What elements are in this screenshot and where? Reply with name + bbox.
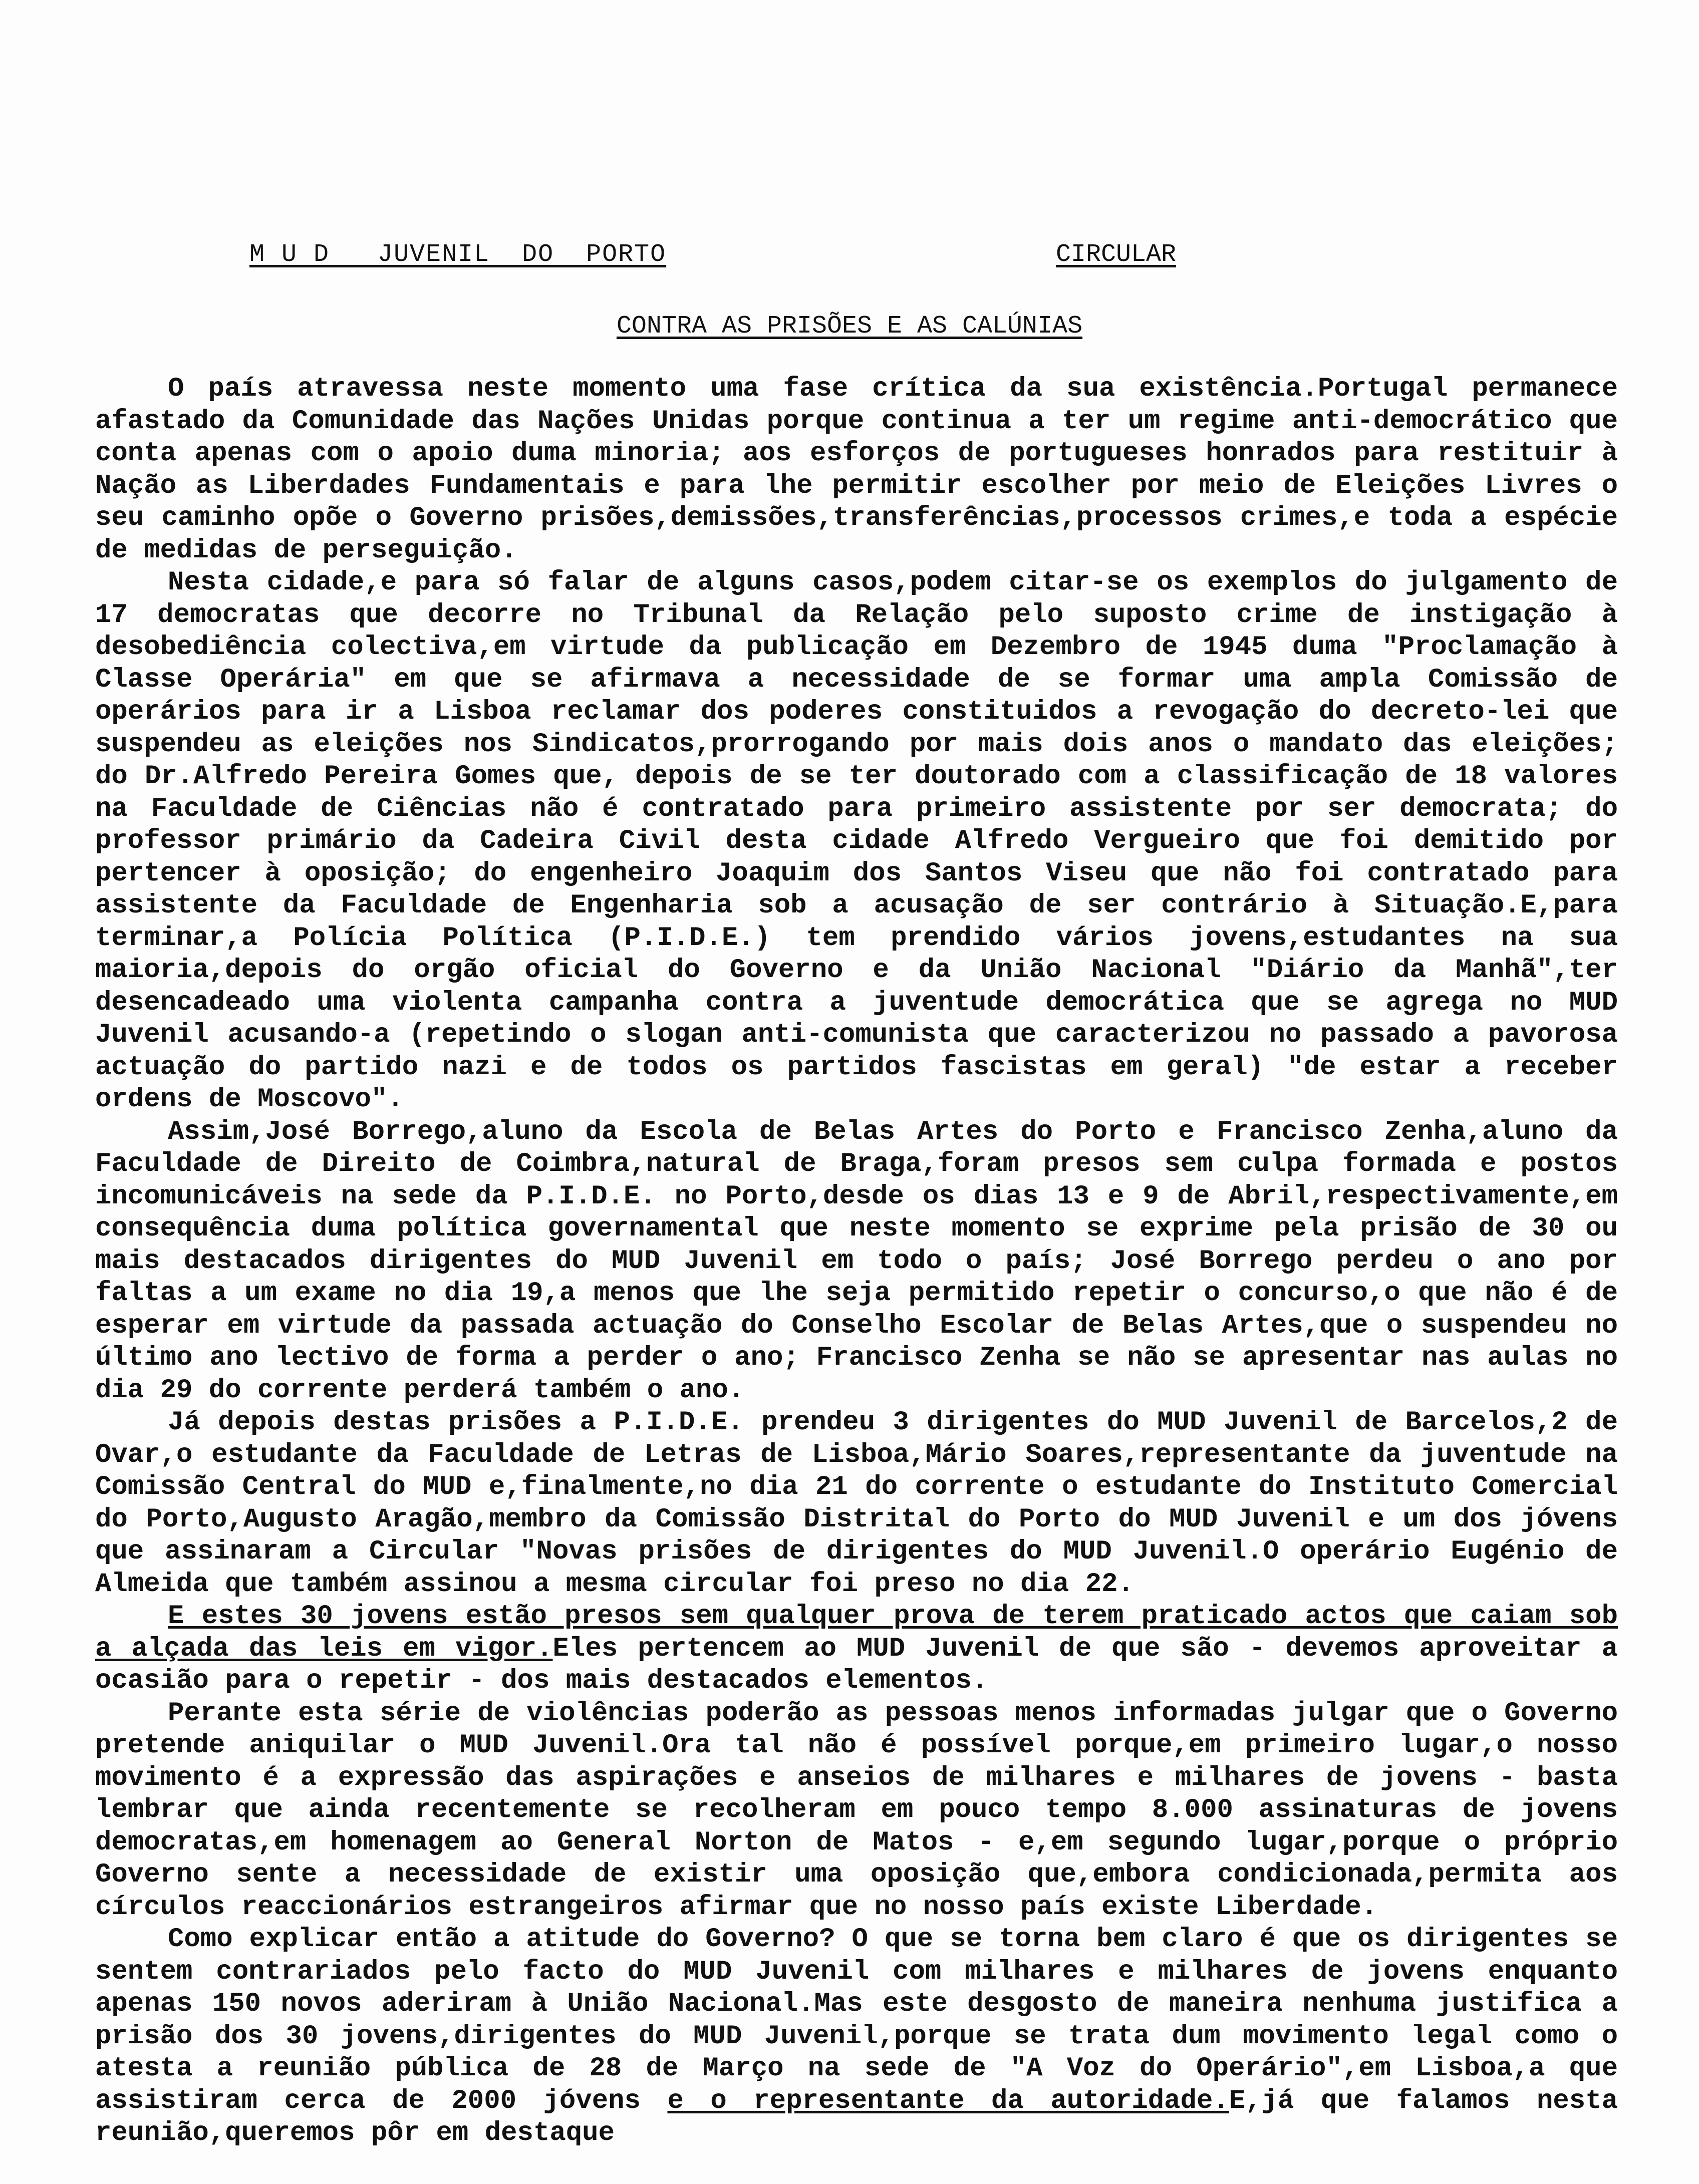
last-paragraph-start: Como explicar então a atitude do Governo? O que se torna bem claro é que os dirigentes se sentem contrariados pelo facto do MUD Juvenil com milhares e milhares de jovens enquanto apenas 150 novos aderiram à União Nacional.Mas este desgosto de maneira nenhuma justifica a prisão dos 30 jovens,dirigentes do MUD Juvenil,porque se trata dum movimento legal como o atesta a reunião pública de 28 de Março na sede de "A Voz do Operário",em Lisboa,a que assistiram cerca de 2000 jóvens — [95, 1924, 1618, 2116]
document-header — [249, 240, 1176, 280]
document-body — [95, 373, 1618, 2150]
paragraph-last — [95, 1924, 1618, 2150]
last-underlined-passage: e o representante da autoridade. — [667, 2085, 1229, 2116]
paragraph: Perante esta série de violências poderão as pessoas menos informadas julgar que o Governo pretende aniquilar o MUD Juvenil.Ora tal não é possível porque,em primeiro lugar,o nosso movimento é a expressão das aspirações e anseios de milhares e milhares de jovens - basta lembrar que ainda recentemente se recolheram em pouco tempo 8.000 assinaturas de jovens democratas,em homenagem ao General Norton de Matos - e,em segundo lugar,porque o próprio Governo sente a necessidade de existir uma oposição que,embora condicionada,permita aos círculos reaccionários estrangeiros afirmar que no nosso país existe Liberdade. — [95, 1698, 1618, 1923]
paragraph-underlined — [95, 1601, 1618, 1698]
paragraph: Assim,José Borrego,aluno da Escola de Belas Artes do Porto e Francisco Zenha,aluno da Faculdade de Direito de Coimbra,natural de Braga,foram presos sem culpa formada e postos incomunicáveis na sede da P.I.D.E. no Porto,desde os dias 13 e 9 de Abril,respectivamente,em consequência duma política governamental que neste momento se exprime pela prisão de 30 ou mais destacados dirigentes do MUD Juvenil em todo o país; José Borrego perdeu o ano por faltas a um exame no dia 19,a menos que lhe seja permitido repetir o concurso,o que não é de esperar em virtude da passada actuação do Conselho Escolar de Belas Artes,que o suspendeu no último ano lectivo de forma a perder o ano; Francisco Zenha se não se apresentar nas aulas no dia 29 do corrente perderá também o ano. — [95, 1116, 1618, 1406]
last-paragraph-end: E,já que falamos nesta reunião,queremos pôr em destaque — [95, 2085, 1618, 2148]
document-type: CIRCULAR — [1055, 240, 1176, 269]
document-title: CONTRA AS PRISÕES E AS CALÚNIAS — [616, 312, 1083, 341]
paragraph: O país atravessa neste momento uma fase crítica da sua existência.Portugal permanece afastado da Comunidade das Nações Unidas porque continua a ter um regime anti-democrático que conta apenas com o apoio duma minoria; aos esforços de portugueses honrados para restituir à Nação as Liberdades Fundamentais e para lhe permitir escolher por meio de Eleições Livres o seu caminho opõe o Governo prisões,demissões,transferências,processos crimes,e toda a espécie de medidas de perseguição. — [95, 374, 1618, 566]
organization-name: M U D JUVENIL DO PORTO — [249, 240, 667, 269]
paragraph: Já depois destas prisões a P.I.D.E. prendeu 3 dirigentes do MUD Juvenil de Barcelos,2 de Ovar,o estudante da Faculdade de Letras de Lisboa,Mário Soares,representante da juventude na Comissão Central do MUD e,finalmente,no dia 21 do corrente o estudante do Instituto Comercial do Porto,Augusto Aragão,membro da Comissão Distrital do Porto do MUD Juvenil e um dos jóvens que assinaram a Circular "Novas prisões de dirigentes do MUD Juvenil.O operário Eugénio de Almeida que também assinou a mesma circular foi preso no dia 22. — [95, 1407, 1618, 1600]
paragraph-continuation: Eles pertencem ao MUD Juvenil de que são - devemos aproveitar a ocasião para o repetir - dos mais destacados elementos. — [95, 1633, 1618, 1696]
underlined-passage: E estes 30 jovens estão presos sem qualquer prova de terem praticado actos que caiam sob a alçada das leis em vigor. — [95, 1601, 1618, 1664]
paragraph: Nesta cidade,e para só falar de alguns casos,podem citar-se os exemplos do julgamento de 17 democratas que decorre no Tribunal da Relação pelo suposto crime de instigação à desobediência colectiva,em virtude da publicação em Dezembro de 1945 duma "Proclamação à Classe Operária" em que se afirmava a necessidade de se formar uma ampla Comissão de operários para ir a Lisboa reclamar dos poderes constituidos a revogação do decreto-lei que suspendeu as eleições nos Sindicatos,prorrogando por mais dois anos o mandato das eleições; do Dr.Alfredo Pereira Gomes que, depois de se ter doutorado com a classificação de 18 valores na Faculdade de Ciências não é contratado para primeiro assistente por ser democrata; do professor primário da Cadeira Civil desta cidade Alfredo Vergueiro que foi demitido por pertencer à oposição; do engenheiro Joaquim dos Santos Viseu que não foi contratado para assistente da Faculdade de Engenharia sob a acusação de ser contrário à Situação.E,para terminar,a Polícia Política (P.I.D.E.) tem prendido vários jovens,estudantes na sua maioria,depois do orgão oficial do Governo e da União Nacional "Diário da Manhã",ter desencadeado uma violenta campanha contra a juventude democrática que se agrega no MUD Juvenil acusando-a (repetindo o slogan anti-comunista que caracterizou no passado a pavorosa actuação do partido nazi e de todos os partidos fascistas em geral) "de estar a receber ordens de Moscovo". — [95, 567, 1618, 1115]
